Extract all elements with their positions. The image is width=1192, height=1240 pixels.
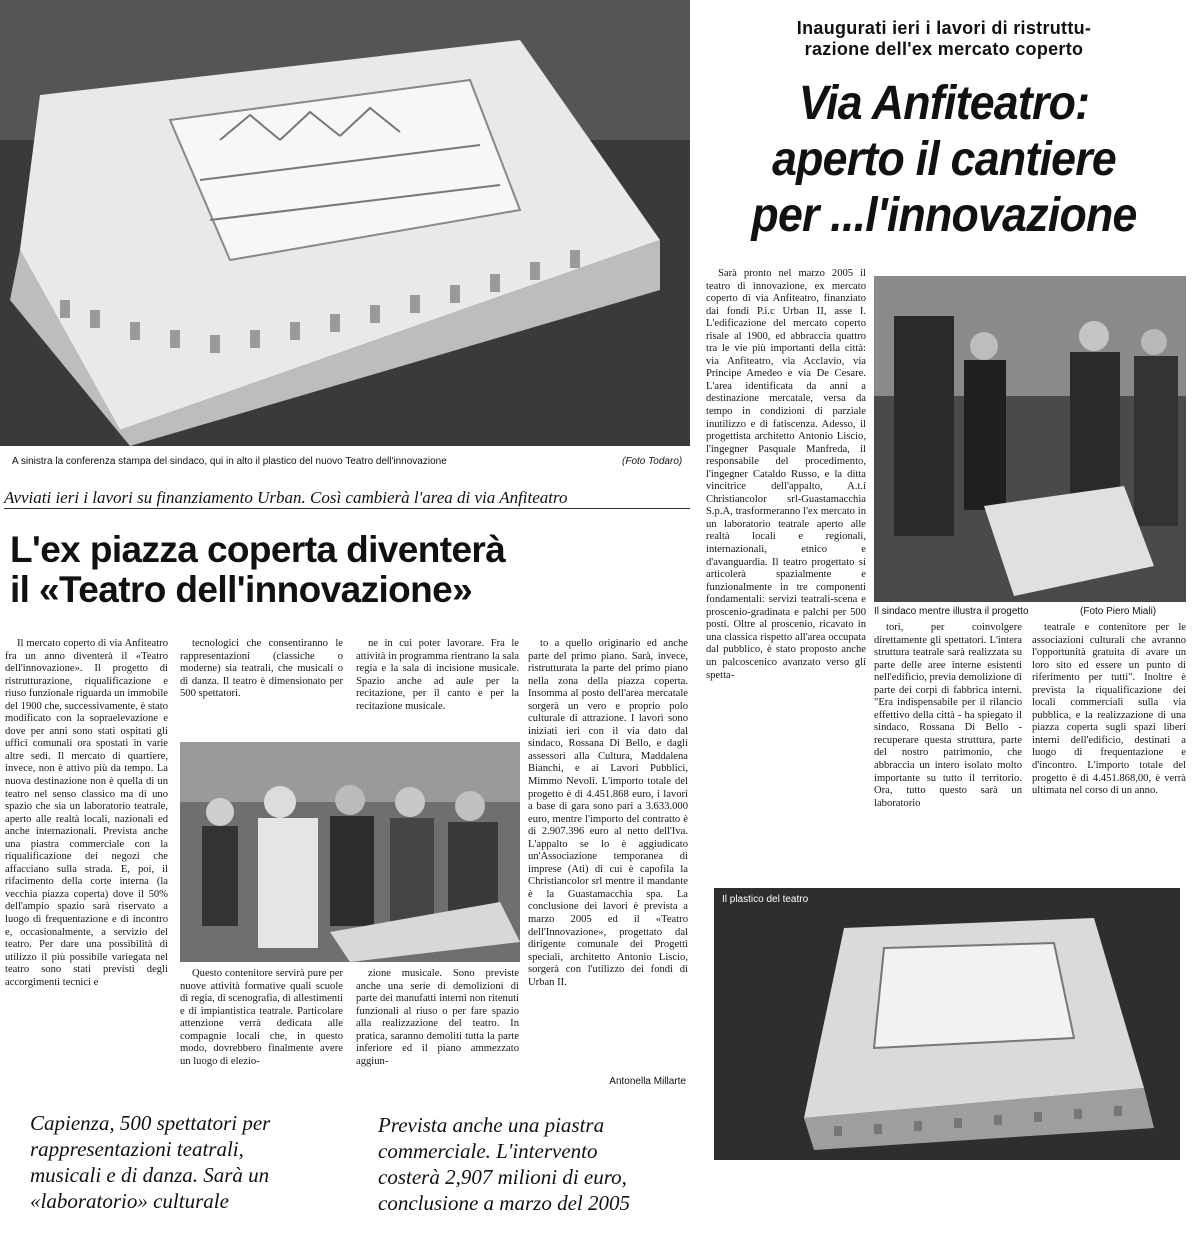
left-col3-bottom-text: zione musicale. Sono previste anche una serie di demolizioni di parte dei manufatti interni non ritenuti funzionali al riuso o per fare spazio alla realizzazione del teatro. In pratica, saranno demoliti tutta la parte inferiore ed il piano ammezzato aggiun- (356, 968, 519, 1067)
right-col2-text: tori, per coinvolgere direttamente gli spettatori. L'intera struttura teatrale sarà realizzata su parte delle aree interne esistenti nell'edificio, previa demolizione di parte dei corpi di fabbrica interni. "Era indispensabile per il rilancio effettivo della città - ha spiegato il sindaco, Rossana Di Bello - recuperare questa struttura, parte del nostro patrimonio, che abbraccia un intero isolato molto importante su tutto il territorio. Ora, tutto questo sarà un laboratorio (874, 622, 1022, 809)
theatre-model-label: Il plastico del teatro (722, 894, 809, 905)
right-article-column-2 (874, 622, 1022, 884)
left-col4-text: to a quello originario ed anche parte del primo piano. Sarà, invece, ristrutturata la parte del primo piano nella zona della piazza coperta. Insomma al posto dell'area mercatale sorgerà un vero e proprio polo culturale di attrazione. I lavori sono iniziati ieri con il via dato dal sindaco, Rossana Di Bello, e dagli assessori alla Cultura, Maddalena Bianchi, e ai Lavori Pubblici, Mimmo Nevoli. L'importo totale del progetto è di 4.451.868 euro, i lavori a base di gara sono pari a 3.633.000 euro, mentre l'importo del contratto è di 2.907.396 euro al netto dell'Iva. L'appalto se lo è aggiudicato un'Associazione temporanea di imprese (Ati) di cui è capofila la Christiancolor srl mentre il mandante è la Guastamacchia spa. La conclusione dei lavori è prevista a marzo 2005 ed il «Teatro dell'Innovazione», progettato dal dirigente comunale dei Progetti speciali, architetto Antonio Liscio, sorgerà con l'utilizzo dei fondi di Urban II. (528, 638, 688, 988)
left-article-column-3-bottom (356, 968, 519, 1090)
press-conference-photo (180, 742, 520, 962)
left-article-column-1 (5, 638, 168, 1080)
pull-left-line-3: musicali e di danza. Sarà un (30, 1163, 270, 1187)
right-col3-text: teatrale e contenitore per le associazioni culturali che avranno l'opportunità gratuita di avare un loro sito ed essere un punto di riferimento per tutti". Inoltre è prevista la riqualificazione dei locali commerciali sulla via pubblica, e la realizzazione di una piazza coperta sugli spazi liberi interni dell'edificio, destinati a luogo di frequentazione e d'incontro. L'importo totale del progetto è di 4.451.868,00, è verrà ultimata nel corso di un anno. (1032, 622, 1186, 797)
left-article-column-2-bottom (180, 968, 343, 1090)
mayor-photo-caption: Il sindaco mentre illustra il progetto (874, 606, 1029, 617)
pull-right-line-1: Prevista anche una piastra (378, 1113, 605, 1137)
left-headline-line-1: L'ex piazza coperta diventerà (10, 529, 506, 570)
left-article-column-4 (528, 638, 688, 1070)
left-article-kicker: Avviati ieri i lavori su finanziamento Urban. Così cambierà l'area di via Anfiteatro (4, 488, 690, 509)
right-kicker-line-2: razione dell'ex mercato coperto (804, 39, 1084, 59)
model-photo-top (0, 0, 690, 446)
theatre-model-photo (714, 888, 1180, 1160)
pull-right-line-3: costerà 2,907 milioni di euro, (378, 1165, 627, 1189)
mayor-photo-credit: (Foto Piero Miali) (1080, 606, 1157, 617)
pull-left-line-1: Capienza, 500 spettatori per (30, 1111, 271, 1135)
left-article-column-2-top (180, 638, 343, 736)
mayor-photo (874, 276, 1186, 602)
left-col2-bottom-text: Questo contenitore servirà pure per nuove attività formative quali scuole di regia, di scenografia, di allestimenti e di impiantistica teatrale. Particolare attenzione verrà dedicata alle compagnie locali che, in questo modo, dovrebbero finalmente avere un luogo di elezio- (180, 968, 343, 1067)
right-headline-line-2: aperto il cantiere (772, 133, 1116, 186)
pull-left-line-2: rappresentazioni teatrali, (30, 1137, 244, 1161)
right-article-headline (717, 76, 1171, 244)
right-article-kicker (700, 18, 1188, 60)
right-article-column-3 (1032, 622, 1186, 884)
right-col1-text: Sarà pronto nel marzo 2005 il teatro di innovazione, ex mercato coperto di via Anfiteatro, finanziato dai fondi P.i.c Urban II, asse I. L'edificazione del mercato coperto risale al 1900, ed abbraccia quattro tra le vie più importanti della città: via Anfiteatro, via Acclavio, via Principe Amedeo e via De Cesare. L'area identificata da anni a destinazione mercatale, versa da tempo in condizioni di parziale inutilizzo e di fatiscenza. Adesso, il progettista architetto Antonio Liscio, l'ingegner Pasquale Manfreda, il responsabile del procedimento, l'ingegner Cataldo Russo, e la ditta vincitrice dell'appalto, A.t.i Christiancolor srl-Guastamacchia S.p.A, trasformeranno l'ex mercato in un laboratorio teatrale aperto alle realtà locali e regionali, internazionali, etnico e d'avanguardia. Il teatro progettato si articolerà spazialmente e funzionalmente in tre componenti fondamentali: servizi teatrali-scena e proscenio-gradinata e palchi per 500 posti. Oltre al proscenio, ricavato in una classica rispetto all'area occupata dal pubblico, è stato proposto anche un palcoscenico avanzato verso gli spetta- (706, 268, 866, 681)
pull-right-line-2: commerciale. L'intervento (378, 1139, 598, 1163)
left-article-byline: Antonella Millarte (609, 1076, 686, 1087)
left-headline-line-2: il «Teatro dell'innovazione» (10, 569, 473, 610)
left-col3-top-text: ne in cui poter lavorare. Fra le attività in programma rientrano la sala regia e la sala di incisione musicale. Spazio anche ad aule per la recitazione, per il canto e per la recitazione musicale. (356, 638, 519, 712)
right-article-column-1 (706, 268, 866, 884)
left-col1-text: Il mercato coperto di via Anfiteatro fra un anno diventerà il «Teatro dell'innovazione». Il progetto di ristrutturazione, riqualificazione e riuso funzionale riguarda un immobile del 1900 che, successivamente, è stato modificato con la sopraelevazione e dove per anni sono stati ospitati gli uffici comunali ora spostati in varie altre sedi. Il mercato di quartiere, invece, non è attivo più da tempo. La nuova destinazione non è quella di un teatro nel senso classico ma di uno spazio che sia un laboratorio teatrale, aperto alle realtà locali, nazionali ed anche internazionali. Prevista anche una piastra commerciale con la riqualificazione dei negozi che affacciano sulla strada. E, poi, il rifacimento della corte interna (la vecchia piazza coperta) dove il 50% dell'ampio spazio sarà riservato a luogo di frequentazione e di incontro e, occasionalmente, a servizio del teatro. Per dare una possibilità di utilizzo il più possibile variegata nel teatro sono stati previsti degli accorgimenti tecnici e (5, 638, 168, 988)
pull-right-line-4: conclusione a marzo del 2005 (378, 1191, 630, 1215)
left-article-column-3-top (356, 638, 519, 736)
right-headline-line-1: Via Anfiteatro: (798, 77, 1090, 130)
pull-left-line-4: «laboratorio» culturale (30, 1189, 229, 1213)
right-kicker-line-1: Inaugurati ieri i lavori di ristruttu- (796, 18, 1092, 38)
top-photo-caption: A sinistra la conferenza stampa del sindaco, qui in alto il plastico del nuovo Teatro dell'innovazione (12, 456, 447, 467)
left-article-headline (10, 530, 686, 610)
top-photo-credit: (Foto Todaro) (622, 456, 683, 467)
pull-quote-right (378, 1112, 698, 1216)
left-col2-top-text: tecnologici che consentiranno le rappresentazioni (classiche o moderne) sia teatrali, che musicali o di danza. Il teatro è dimensionato per 500 spettatori. (180, 638, 343, 700)
pull-quote-left (30, 1110, 350, 1214)
right-headline-line-3: per ...l'innovazione (751, 189, 1137, 242)
